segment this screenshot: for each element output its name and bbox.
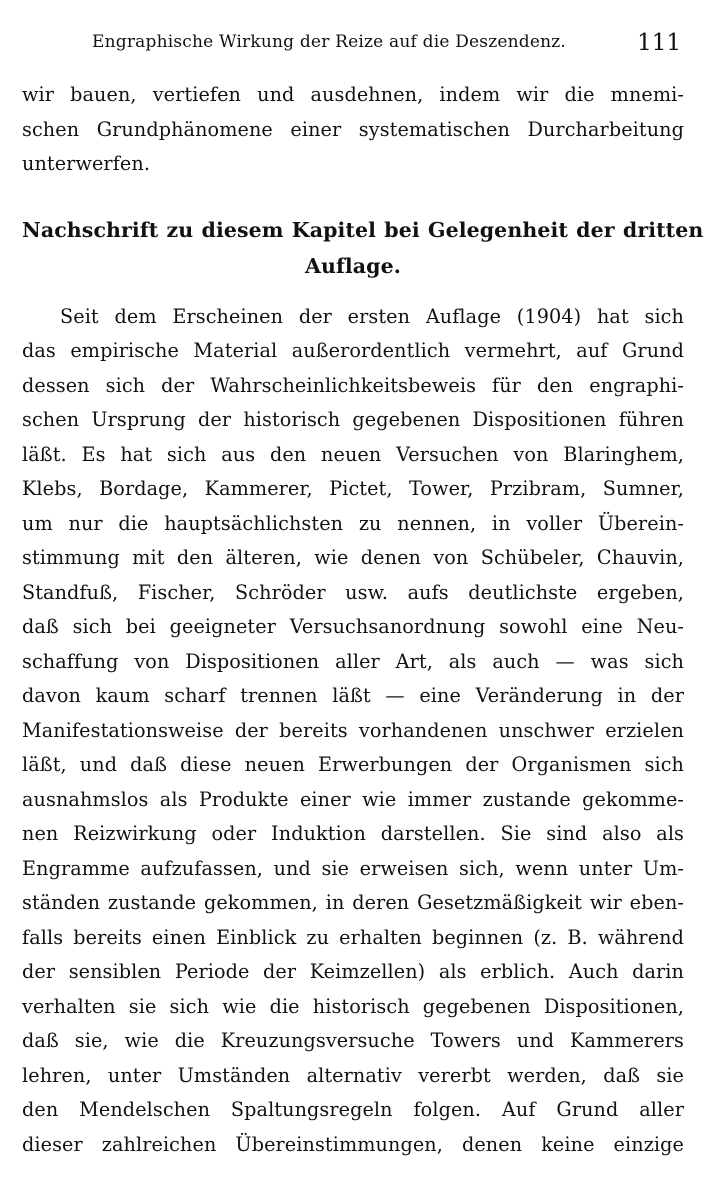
text-line: Engramme aufzufassen, und sie erweisen sich, wenn unter Um-	[22, 856, 684, 880]
text-line: läßt. Es hat sich aus den neuen Versuchen von Blaringhem,	[22, 442, 684, 466]
text-line: ständen zustande gekommen, in deren Gesetzmäßigkeit wir eben-	[22, 891, 684, 914]
text-line: ausnahmslos als Produkte einer wie immer zustande gekomme-	[22, 787, 684, 811]
text-line: falls bereits einen Einblick zu erhalten beginnen (z. B. während	[22, 925, 684, 949]
text-line: daß sie, wie die Kreuzungsversuche Towers und Kammerers	[22, 1029, 684, 1052]
text-line: dessen sich der Wahrscheinlichkeitsbeweis für den engraphi-	[22, 373, 684, 397]
text-line: daß sich bei geeigneter Versuchsanordnung sowohl eine Neu-	[22, 615, 684, 638]
text-line: schaffung von Dispositionen aller Art, als auch — was sich	[22, 649, 684, 673]
heading-line: Auflage.	[304, 253, 401, 278]
paragraph-continuation	[22, 78, 684, 182]
text-line: um nur die hauptsächlichsten zu nennen, in voller Überein-	[22, 511, 684, 535]
text-line: das empirische Material außerordentlich vermehrt, auf Grund	[22, 339, 684, 362]
text-line: davon kaum scharf trennen läßt — eine Veränderung in der	[22, 684, 684, 707]
heading-line: Nachschrift zu diesem Kapitel bei Gelegenheit der dritten	[22, 217, 704, 242]
text-line: wir bauen, vertiefen und ausdehnen, indem wir die mnemi-	[22, 83, 684, 106]
text-line: schen Grundphänomene einer systematischen Durcharbeitung	[22, 117, 684, 141]
text-line: Manifestationsweise der bereits vorhandenen unschwer erzielen	[22, 718, 684, 742]
section-heading	[22, 212, 704, 284]
paragraph-main	[22, 300, 684, 1163]
running-head: Engraphische Wirkung der Reize auf die Deszendenz.	[92, 32, 567, 52]
text-line: stimmung mit den älteren, wie denen von Schübeler, Chauvin,	[22, 546, 684, 569]
page-number: 111	[637, 30, 681, 56]
text-line: unterwerfen.	[22, 152, 151, 175]
text-line: verhalten sie sich wie die historisch gegebenen Dispositionen,	[22, 994, 684, 1018]
text-line: dieser zahlreichen Übereinstimmungen, denen keine einzige	[22, 1132, 684, 1156]
text-line: der sensiblen Periode der Keimzellen) als erblich. Auch darin	[22, 960, 684, 983]
text-line: nen Reizwirkung oder Induktion darstellen. Sie sind also als	[22, 822, 684, 845]
text-line: den Mendelschen Spaltungsregeln folgen. Auf Grund aller	[22, 1098, 684, 1121]
text-line: Standfuß, Fischer, Schröder usw. aufs deutlichste ergeben,	[22, 580, 684, 604]
text-line: schen Ursprung der historisch gegebenen Dispositionen führen	[22, 408, 684, 431]
page-header	[0, 30, 713, 64]
text-line: Klebs, Bordage, Kammerer, Pictet, Tower, Przibram, Sumner,	[22, 477, 684, 500]
text-line: lehren, unter Umständen alternativ vererbt werden, daß sie	[22, 1063, 684, 1087]
text-line: Seit dem Erscheinen der ersten Auflage (1904) hat sich	[60, 304, 684, 328]
body-text	[22, 78, 704, 1162]
text-line: läßt, und daß diese neuen Erwerbungen der Organismen sich	[22, 753, 684, 776]
